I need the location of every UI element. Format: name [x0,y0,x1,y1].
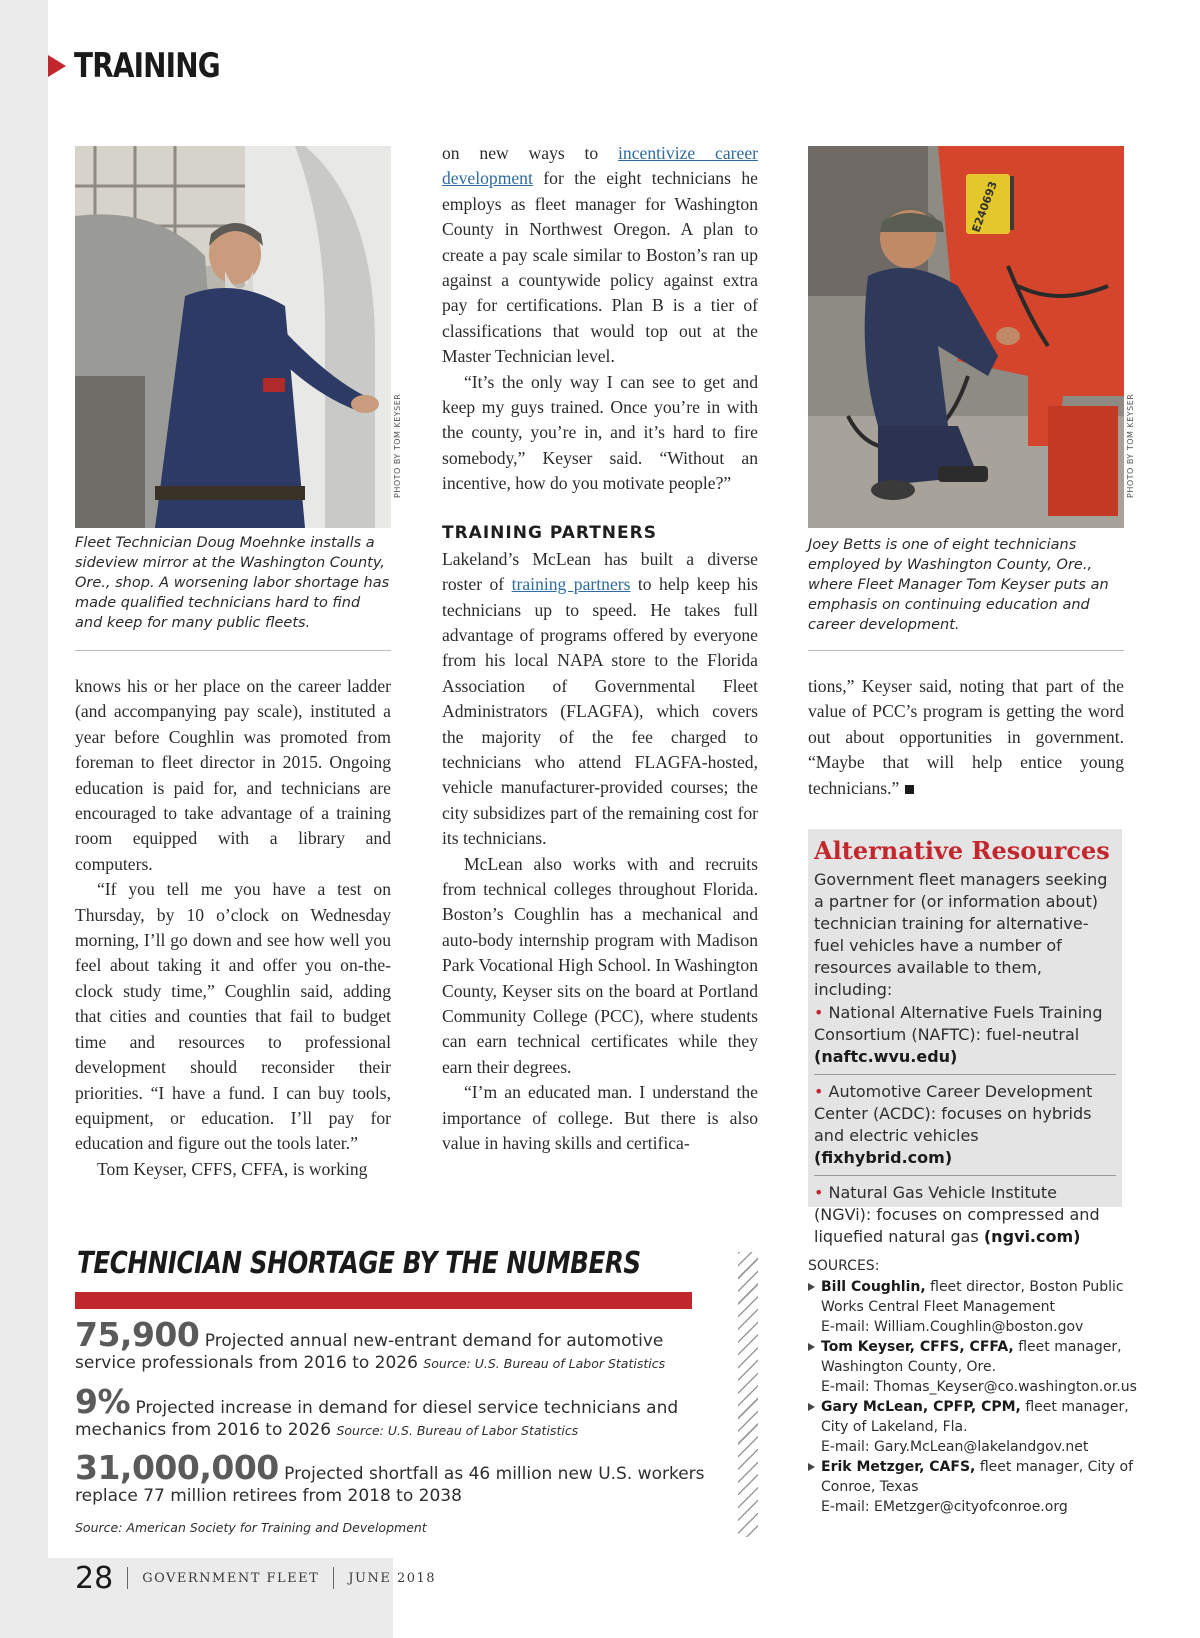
resource-text: National Alternative Fuels Training Consortium (NAFTC): fuel-neutral [814,1003,1103,1044]
stat-description: Projected increase in demand for diesel service technicians and mechanics from 2016 to 2026 [75,1398,679,1440]
section-title: TRAINING [74,46,220,86]
stat-value: 31,000,000 [75,1448,279,1487]
section-arrow-icon [48,55,66,77]
paragraph [808,674,1124,801]
stat-value: 75,900 [75,1315,200,1354]
photo-credit-right: PHOTO BY TOM KEYSER [1126,393,1135,498]
stats-title: TECHNICIAN SHORTAGE BY THE NUMBERS [77,1246,641,1281]
text-run: for the eight technicians he employs as fleet manager for Washington County in Northwest Oregon. A plan to create a pay scale similar to Boston’s ran up against a countywide policy against extra pay for certifications. Plan B is a tier of classifications that would top out at the Master Technician level. [442,168,758,367]
source-email[interactable]: E-mail: Gary.McLean@lakelandgov.net [821,1439,1089,1455]
source-email[interactable]: E-mail: EMetzger@cityofconroe.org [821,1499,1068,1515]
hatched-divider [738,1252,758,1537]
source-name: Gary McLean, CPFP, CPM, [821,1399,1021,1415]
source-entry [808,1457,1138,1517]
source-entry [808,1277,1138,1337]
text-run: on new ways to [442,143,619,163]
photo-caption-left: Fleet Technician Doug Moehnke installs a sideview mirror at the Washington County, Ore., shop. A worsening labor shortage has made qualified technicians hard to find and keep for many public fleets. [75,535,390,631]
footer-divider [127,1567,128,1589]
article-column-2 [442,141,758,1156]
source-name: Tom Keyser, CFFS, CFFA, [821,1339,1014,1355]
text-run: Lakeland’s McLean has built a diverse roster of [442,548,758,595]
stat-value: 9% [75,1382,131,1421]
source-name: Bill Coughlin, [821,1279,926,1295]
stat-source: Source: U.S. Bureau of Labor Statistics [336,1423,579,1438]
paragraph: Tom Keyser, CFFS, CFFA, is working [97,1158,368,1179]
footer-divider [333,1567,334,1589]
article-column-3 [808,674,1124,801]
caption-rule-right [808,650,1124,651]
training-partners-link[interactable]: training partners [511,574,631,595]
resource-item [814,1081,1116,1169]
page-number: 28 [75,1560,114,1596]
stat-source: Source: U.S. Bureau of Labor Statistics [423,1356,666,1371]
bullet-icon: • [814,1082,824,1101]
paragraph [442,141,758,370]
source-email[interactable]: E-mail: William.Coughlin@boston.gov [821,1319,1084,1335]
divider [814,1074,1116,1075]
text-run: to help keep his technicians up to speed. He takes full advantage of programs offered by everyone from his local NAPA store to the Florida Association of Governmental Fleet Administrators (FLAGFA), which covers the majority of the fee charged to technicians who attend FLAGFA-hosted, vehicle manufacturer-provided courses; the city subsidizes part of the remaining cost for its technicians. [442,574,758,849]
stat-item [75,1448,715,1507]
stat-description: Projected annual new-entrant demand for automotive service professionals from 2016 to 2026 [75,1331,664,1373]
sources-heading: SOURCES: [808,1258,880,1274]
section-header [48,44,252,88]
resource-url[interactable]: (naftc.wvu.edu) [814,1047,958,1066]
source-name: Erik Metzger, CAFS, [821,1459,976,1475]
alternative-resources-intro: Government fleet managers seeking a partner for (or information about) technician training for alternative-fuel vehicles have a number of resources available to them, including: [814,870,1108,999]
issue-date: JUNE 2018 [348,1570,437,1586]
paragraph: knows his or her place on the career ladder (and accompanying pay scale), instituted a year before Coughlin was promoted from foreman to fleet director in 2015. Ongoing education is paid for, and technicians are encouraged to take advantage of a training room equipped with a library and computers. [75,676,391,874]
resource-text: Automotive Career Development Center (ACDC): focuses on hybrids and electric vehicles [814,1082,1093,1145]
paragraph: “I’m an educated man. I understand the importance of college. But there is also value in having skills and certifica- [442,1082,758,1154]
subhead-training-partners: TRAINING PARTNERS [442,522,657,543]
end-of-story-icon [905,785,914,794]
sources-list [808,1256,1138,1517]
bullet-icon: • [814,1003,824,1022]
source-role: fleet manager, Washington County, Ore. [821,1339,1122,1375]
bullet-icon: • [814,1183,824,1202]
photo-illustration [75,146,391,528]
resource-item [814,1182,1116,1248]
source-role: fleet manager, City of Conroe, Texas [821,1459,1134,1495]
paragraph: “It’s the only way I can see to get and keep my guys trained. Once you’re in with the county, you’re in, and it’s hard to fire somebody,” Keyser said. “Without an incentive, how do you motivate people?” [442,371,758,494]
alternative-resources-title: Alternative Resources [814,836,1110,865]
page-footer [75,1558,436,1598]
stats-title-bar [75,1292,692,1309]
caption-rule-left [75,650,391,651]
stat-description: Projected shortfall as 46 million new U.S. workers replace 77 million retirees from 2018 to 2038 [75,1464,705,1506]
stat-source: Source: American Society for Training and Development [75,1520,427,1535]
stat-item [75,1382,715,1442]
source-role: fleet manager, City of Lakeland, Fla. [821,1399,1129,1435]
text-run: tions,” Keyser said, noting that part of the value of PCC’s program is getting the word out about opportunities in government. “Maybe that will help entice young technicians.” [808,676,1124,798]
technician-truck-photo [808,146,1124,528]
source-role: fleet director, Boston Public Works Central Fleet Management [821,1279,1124,1315]
resource-item [814,1002,1116,1068]
paragraph [442,547,758,852]
photo-credit-left: PHOTO BY TOM KEYSER [393,393,402,498]
resource-url[interactable]: (ngvi.com) [983,1227,1081,1246]
source-entry [808,1397,1138,1457]
incentivize-career-development-link[interactable]: incentivize career development [442,143,759,189]
stat-item [75,1315,715,1375]
divider [814,1175,1116,1176]
paragraph: “If you tell me you have a test on Thursday, by 10 o’clock on Wednesday morning, I’ll go down and see how well you feel about taking it and offer you on-the-clock study time,” Coughlin said, adding that cities and counties that fail to budget time and resources to professional development should reconsider their priorities. “I have a fund. I can buy tools, equipment, or education. I’ll pay for education and figure out the tools later.” [75,879,391,1154]
article-column-1 [75,674,391,1182]
photo-caption-right: Joey Betts is one of eight technicians employed by Washington County, Ore., where Fleet Manager Tom Keyser puts an emphasis on continuing education and career development. [808,537,1109,633]
resource-text: Natural Gas Vehicle Institute (NGVi): focuses on compressed and liquefied natural gas [814,1183,1100,1246]
license-plate-text: E240693 [969,179,1000,235]
page-margin-strip [0,0,48,1638]
source-entry [808,1337,1138,1397]
technician-mirror-photo [75,146,391,528]
paragraph: McLean also works with and recruits from technical colleges throughout Florida. Boston’s Coughlin has a mechanical and auto-body internship program with Madison Park Vocational High School. In Washington County, Keyser sits on the board at Portland Community College (PCC), where students can earn technical certificates while they earn their degrees. [442,853,758,1077]
resource-url[interactable]: (fixhybrid.com) [814,1148,953,1167]
alternative-resources-box [808,829,1122,1246]
magazine-name: GOVERNMENT FLEET [142,1570,320,1586]
source-email[interactable]: E-mail: Thomas_Keyser@co.washington.or.us [821,1379,1137,1395]
photo-illustration [808,146,1124,528]
